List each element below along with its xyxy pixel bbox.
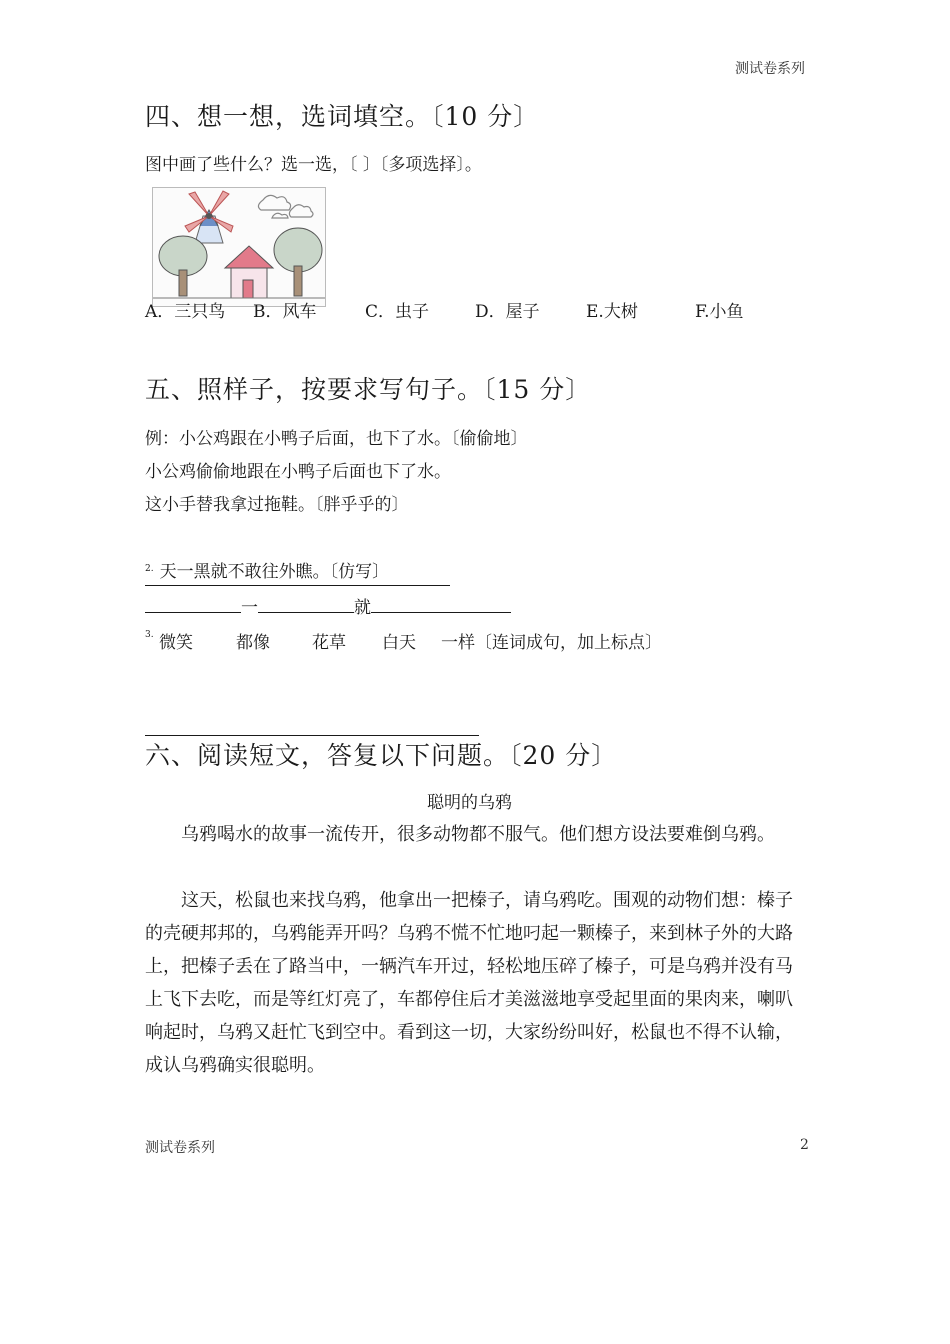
windmill-house-trees-illustration: [152, 187, 326, 307]
header-series: 测试卷系列: [735, 61, 805, 77]
answer-blank-1[interactable]: [145, 594, 241, 613]
option-f: F.小鱼: [695, 302, 744, 322]
q3-word-1: 微笑: [159, 633, 193, 653]
option-d: D．屋子: [475, 302, 540, 322]
option-c: C．虫子: [365, 302, 430, 322]
q3-word-4: 白天: [382, 633, 416, 653]
section5-title: 五、照样子，按要求写句子。〔15 分〕: [145, 375, 592, 404]
question-2: [145, 557, 389, 582]
word-jiu: 就: [354, 598, 371, 618]
question-2-number: 2.: [145, 564, 154, 574]
story-paragraph-1: 乌鸦喝水的故事一流传开，很多动物都不服气。他们想方设法要难倒乌鸦。: [181, 824, 775, 845]
question-3-number: 3.: [145, 630, 154, 640]
option-a: A．三只鸟: [145, 302, 226, 322]
question-3: [145, 628, 160, 648]
answer-blank-3[interactable]: [371, 594, 511, 613]
section4-prompt: 图中画了些什么？选一选，〔 〕〔多项选择〕。: [145, 155, 482, 175]
section4-title: 四、想一想，选词填空。〔10 分〕: [145, 102, 540, 131]
question-2-answer-line: [145, 593, 511, 618]
answer-blank-2[interactable]: [258, 594, 354, 613]
page-number: 2: [800, 1137, 809, 1153]
option-e: E.大树: [586, 302, 638, 322]
example-line-2: 小公鸡偷偷地跟在小鸭子后面也下了水。: [145, 462, 451, 482]
question-1: 这小手替我拿过拖鞋。〔胖乎乎的〕: [145, 495, 409, 515]
q3-word-5: 一样〔连词成句，加上标点〕: [441, 633, 662, 653]
option-b: B．风车: [253, 302, 317, 322]
q3-word-3: 花草: [312, 633, 346, 653]
word-yi: 一: [241, 598, 258, 618]
footer-series: 测试卷系列: [145, 1140, 215, 1156]
question-2-text: 天一黑就不敢往外瞧。〔仿写〕: [159, 562, 390, 582]
section6-title: 六、阅读短文，答复以下问题。〔20 分〕: [145, 741, 618, 770]
story-title: 聪明的乌鸦: [427, 793, 512, 813]
windmill-house-icon: [153, 188, 325, 306]
example-line-1: 例：小公鸡跟在小鸭子后面，也下了水。〔偷偷地〕: [145, 429, 528, 449]
story-paragraph-2: 这天，松鼠也来找乌鸦，他拿出一把榛子，请乌鸦吃。围观的动物们想：榛子的壳硬邦邦的，乌鸦能弄开吗？乌鸦不慌不忙地叼起一颗榛子，来到林子外的大路上，把榛子丢在了路当中，一辆汽车开过，轻松地压碎了榛子，可是乌鸦并没有马上飞下去吃，而是等红灯亮了，车都停住后才美滋滋地享受起里面的果肉来，喇叭响起时，乌鸦又赶忙飞到空中。看到这一切，大家纷纷叫好，松鼠也不得不认输，成认乌鸦确实很聪明。: [145, 890, 793, 1076]
q3-word-2: 都像: [236, 633, 270, 653]
question-2-underline[interactable]: [145, 585, 450, 586]
